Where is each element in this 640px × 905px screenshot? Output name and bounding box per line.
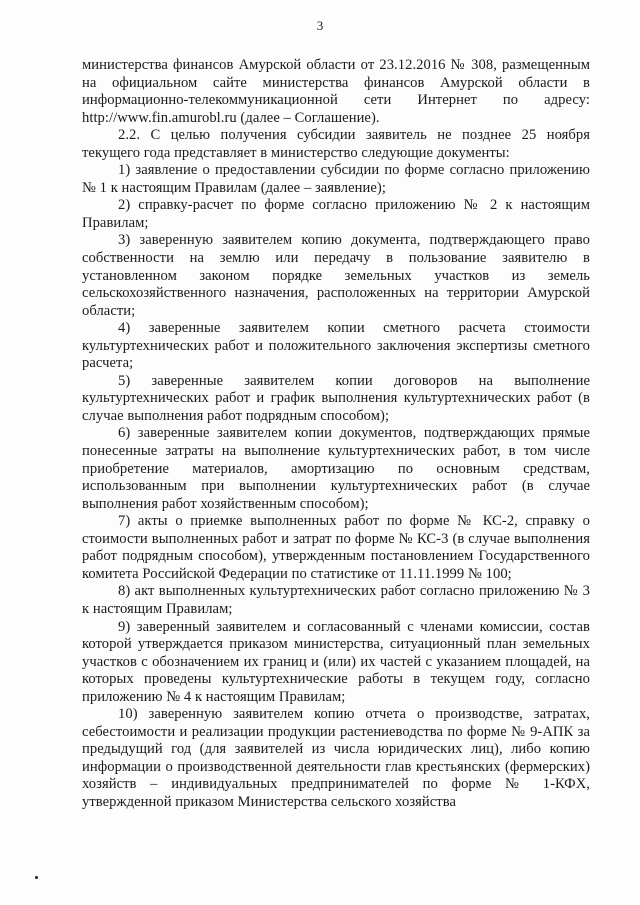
scan-speck	[35, 876, 38, 879]
list-item-6: 6) заверенные заявителем копии документов, подтверждающих прямые понесенные затраты на выполнение культуртехнических работ, в том числе приобретение материалов, амортизацию по основным средствам, использованным при выполнении культуртехнических работ (в случае выполнения работ хозяйственным способом);	[82, 425, 590, 512]
list-item-1: 1) заявление о предоставлении субсидии по форме согласно приложению № 1 к настоящим Правилам (далее – заявление);	[82, 162, 590, 196]
list-item-9: 9) заверенный заявителем и согласованный с членами комиссии, состав которой утверждается приказом министерства, ситуационный план земельных участков с обозначением их границ и (или) их частей с указанием площадей, на которых проведены культуртехнические работы в текущем году, согласно приложению № 4 к настоящим Правилам;	[82, 618, 590, 705]
list-item-3: 3) заверенную заявителем копию документа, подтверждающего право собственности на землю или передачу в пользование заявителю в установленном законом порядке земельных участков из земель сельскохозяйственного назначения, расположенных на территории Амурской области;	[82, 232, 590, 319]
list-item-8: 8) акт выполненных культуртехнических работ согласно приложению № 3 к настоящим Правилам;	[82, 583, 590, 617]
paragraph-clause-2-2: 2.2. С целью получения субсидии заявитель не позднее 25 ноября текущего года представляет в министерство следующие документы:	[82, 127, 590, 161]
list-item-5: 5) заверенные заявителем копии договоров на выполнение культуртехнических работ и график выполнения культуртехнических работ (в случае выполнения работ подрядным способом);	[82, 372, 590, 424]
list-item-2: 2) справку-расчет по форме согласно приложению № 2 к настоящим Правилам;	[82, 197, 590, 231]
page-number: 3	[316, 18, 324, 33]
list-item-7: 7) акты о приемке выполненных работ по форме № КС-2, справку о стоимости выполненных работ и затрат по форме № КС-3 (в случае выполнения работ подрядным способом), утвержденным постановлением Государственного комитета Российской Федерации по статистике от 11.11.1999 № 100;	[82, 513, 590, 582]
list-item-4: 4) заверенные заявителем копии сметного расчета стоимости культуртехнических работ и положительного заключения экспертизы сметного расчета;	[82, 320, 590, 372]
paragraph-continuation: министерства финансов Амурской области от 23.12.2016 № 308, размещенным на официальном сайте министерства финансов Амурской области в информационно-телекоммуникационной сети Интернет по адресу: http://www.fin.amurobl.ru (далее – Соглашение).	[82, 57, 590, 126]
document-body	[82, 57, 590, 812]
list-item-10: 10) заверенную заявителем копию отчета о производстве, затратах, себестоимости и реализации продукции растениеводства по форме № 9-АПК за предыдущий год (для заявителей из числа юридических лиц), либо копию информации о производственной деятельности глав крестьянских (фермерских) хозяйств – индивидуальных предпринимателей по форме № 1-КФХ, утвержденной приказом Министерства сельского хозяйства	[82, 706, 590, 810]
